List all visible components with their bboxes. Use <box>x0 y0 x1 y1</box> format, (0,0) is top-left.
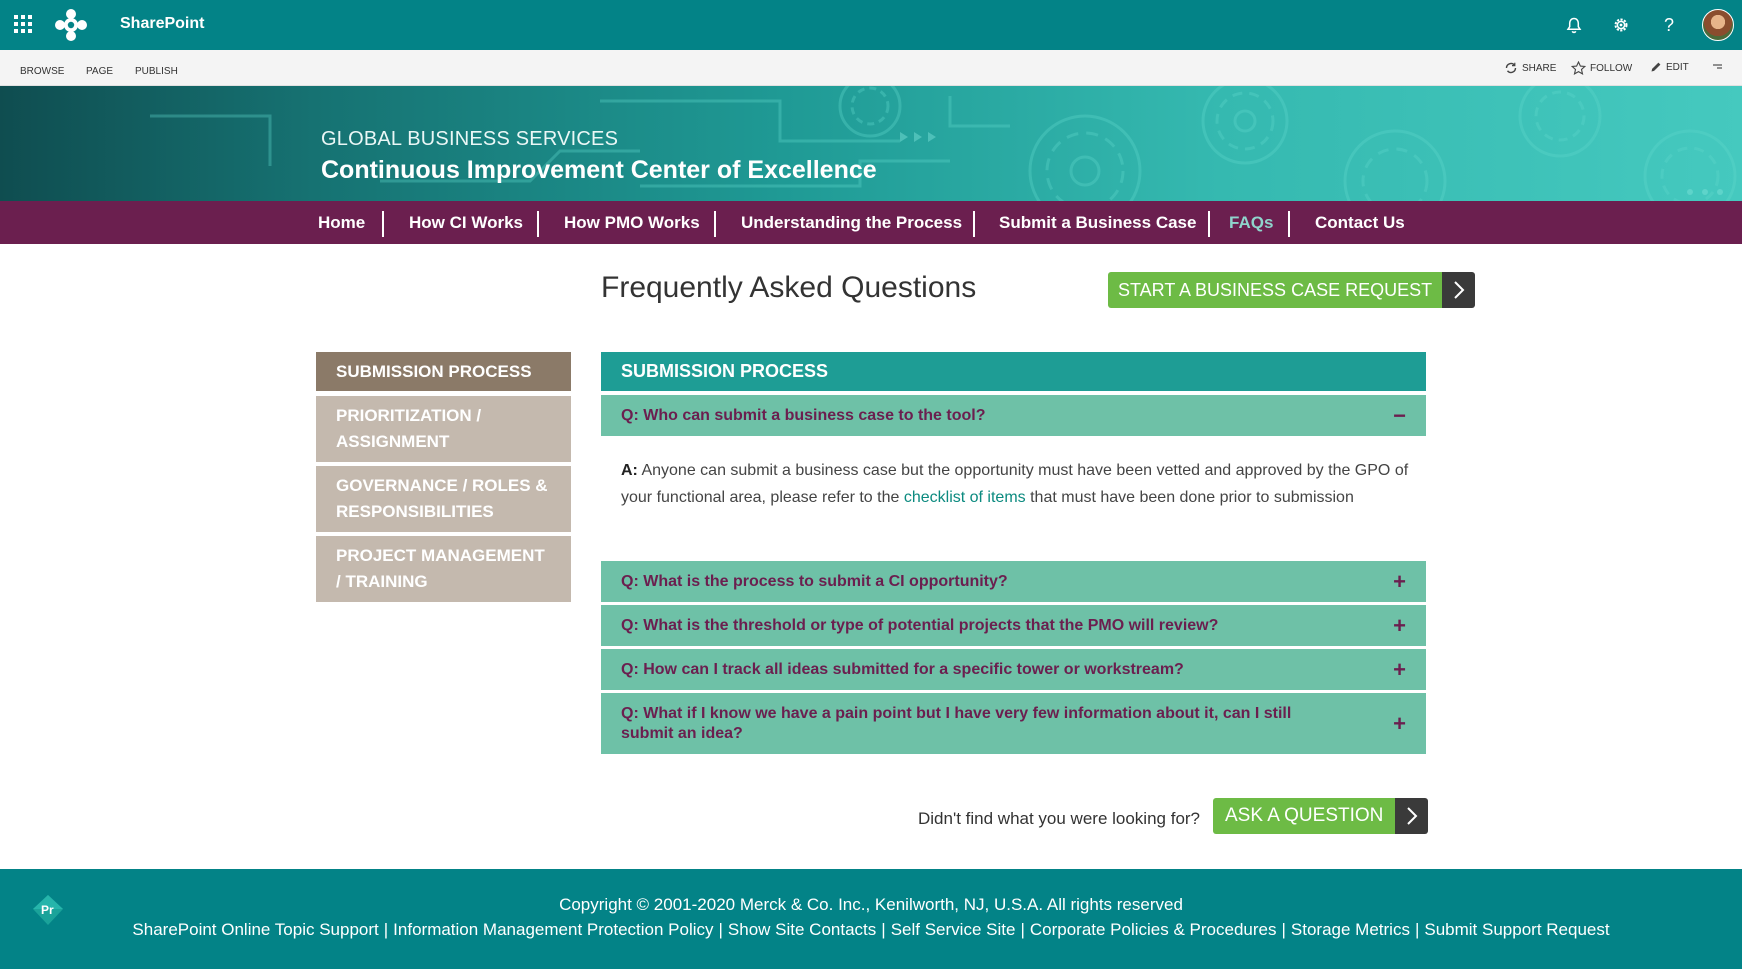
faq-question-2[interactable] <box>601 561 1426 602</box>
sidebar-item-label: RESPONSIBILITIES <box>336 502 494 521</box>
faq-answer-1 <box>621 457 1411 511</box>
site-footer <box>0 869 1742 969</box>
nav-understanding-process[interactable]: Understanding the Process <box>741 213 963 232</box>
app-name[interactable]: SharePoint <box>120 15 205 32</box>
avatar[interactable] <box>1702 9 1734 41</box>
faq-question-text: Q: How can I track all ideas submitted for a specific tower or workstream? <box>621 660 1184 678</box>
ribbon-bar <box>0 50 1742 86</box>
sidebar-item-label: SUBMISSION PROCESS <box>336 361 532 381</box>
suite-bar <box>0 0 1742 50</box>
footer-separator: | <box>383 920 389 939</box>
sidebar-item-submission-process[interactable] <box>316 352 571 391</box>
banner-subtitle: GLOBAL BUSINESS SERVICES <box>321 128 619 150</box>
nav-how-ci-works[interactable]: How CI Works <box>409 213 523 232</box>
expand-icon[interactable]: + <box>1393 710 1406 736</box>
faq-section-heading: SUBMISSION PROCESS <box>601 352 1426 391</box>
ask-prompt: Didn't find what you were looking for? <box>918 809 1201 828</box>
nav-separator <box>1208 211 1210 237</box>
answer-text: that must have been done prior to submission <box>1025 489 1354 506</box>
ribbon-tab-browse[interactable]: BROWSE <box>20 66 65 77</box>
gear-icon[interactable] <box>1609 13 1633 37</box>
follow-label: FOLLOW <box>1590 63 1633 74</box>
footer-separator: | <box>881 920 886 939</box>
footer-link-self-service[interactable]: Self Service Site <box>890 920 1016 939</box>
share-icon <box>1504 61 1518 75</box>
edit-button[interactable] <box>1650 61 1689 73</box>
footer-links <box>0 920 1742 940</box>
expand-icon[interactable]: + <box>1393 612 1406 638</box>
focus-mode-icon[interactable] <box>1712 60 1724 78</box>
sidebar-item-governance[interactable] <box>316 466 571 532</box>
nav-separator <box>714 211 716 237</box>
faq-question-5[interactable] <box>601 693 1426 754</box>
collapse-icon[interactable]: − <box>1393 402 1406 428</box>
sidebar-item-project-management[interactable] <box>316 536 571 602</box>
faq-question-1[interactable] <box>601 395 1426 436</box>
sidebar-item-label: PRIORITIZATION / <box>336 406 482 425</box>
sidebar-item-label: / TRAINING <box>336 572 428 591</box>
page-title: Frequently Asked Questions <box>601 271 977 304</box>
faq-question-text: Q: What if I know we have a pain point but I have very few information about it, can I still <box>621 704 1292 722</box>
footer-separator: | <box>718 920 723 939</box>
share-button[interactable] <box>1504 61 1556 75</box>
sidebar-item-label: ASSIGNMENT <box>336 432 450 451</box>
footer-link-corporate-policies[interactable]: Corporate Policies & Procedures <box>1029 920 1277 939</box>
chevron-right-icon <box>1442 272 1475 308</box>
footer-link-topic-support[interactable]: SharePoint Online Topic Support <box>132 920 379 939</box>
banner-title[interactable]: Continuous Improvement Center of Excellence <box>321 156 877 184</box>
waffle-icon[interactable] <box>14 15 32 33</box>
nav-separator <box>973 211 975 237</box>
nav-separator <box>1288 211 1290 237</box>
nav-faqs[interactable]: FAQs <box>1229 213 1274 232</box>
faq-question-text: Q: Who can submit a business case to the tool? <box>621 406 986 424</box>
pencil-icon <box>1650 61 1662 73</box>
nav-submit-business-case[interactable]: Submit a Business Case <box>999 213 1197 232</box>
footer-separator: | <box>1414 920 1420 939</box>
start-business-case-button[interactable] <box>1108 272 1475 308</box>
nav-separator <box>382 211 384 237</box>
nav-separator <box>537 211 539 237</box>
merck-logo[interactable] <box>54 8 88 42</box>
faq-question-4[interactable] <box>601 649 1426 690</box>
ribbon-tab-page[interactable]: PAGE <box>86 66 114 77</box>
sidebar-item-prioritization[interactable] <box>316 396 571 462</box>
ask-question-label: ASK A QUESTION <box>1213 798 1395 834</box>
pr-icon-label: Pr <box>41 903 54 917</box>
top-navigation <box>0 201 1742 244</box>
sidebar-item-label: PROJECT MANAGEMENT <box>336 546 545 565</box>
follow-button[interactable] <box>1571 61 1632 76</box>
faq-question-text: submit an idea? <box>621 724 743 742</box>
faq-question-text: Q: What is the threshold or type of potential projects that the PMO will review? <box>621 616 1219 634</box>
start-business-case-label: START A BUSINESS CASE REQUEST <box>1108 272 1442 308</box>
expand-icon[interactable]: + <box>1393 656 1406 682</box>
site-banner <box>0 86 1742 201</box>
star-icon <box>1571 61 1586 76</box>
answer-prefix: A: <box>621 462 638 479</box>
footer-link-storage-metrics[interactable]: Storage Metrics <box>1290 920 1410 939</box>
nav-home[interactable]: Home <box>318 213 366 232</box>
footer-separator: | <box>1020 920 1025 939</box>
nav-how-pmo-works[interactable]: How PMO Works <box>564 213 700 232</box>
checklist-link[interactable]: checklist of items <box>903 489 1026 506</box>
faq-question-text: Q: What is the process to submit a CI opportunity? <box>621 572 1008 590</box>
footer-link-site-contacts[interactable]: Show Site Contacts <box>727 920 877 939</box>
edit-label: EDIT <box>1666 61 1689 73</box>
nav-contact-us[interactable]: Contact Us <box>1315 213 1405 232</box>
footer-link-info-protection[interactable]: Information Management Protection Policy <box>393 920 714 939</box>
bell-icon[interactable] <box>1562 13 1586 37</box>
expand-icon[interactable]: + <box>1393 568 1406 594</box>
ask-question-button[interactable] <box>1213 798 1428 834</box>
footer-link-support-request[interactable]: Submit Support Request <box>1424 920 1610 939</box>
ribbon-tab-publish[interactable]: PUBLISH <box>135 66 178 77</box>
copyright-text: Copyright © 2001-2020 Merck & Co. Inc., Kenilworth, NJ, U.S.A. All rights reserved <box>559 895 1183 914</box>
footer-separator: | <box>1281 920 1286 939</box>
faq-question-3[interactable] <box>601 605 1426 646</box>
chevron-right-icon <box>1395 798 1428 834</box>
sidebar-item-label: GOVERNANCE / ROLES & <box>336 476 548 495</box>
answer-text: Anyone can submit a business case but the opportunity must have been vetted and approved by the GPO of your functional area, please refer to the <box>621 462 1409 506</box>
help-icon[interactable]: ? <box>1663 14 1674 35</box>
share-label: SHARE <box>1522 62 1557 74</box>
